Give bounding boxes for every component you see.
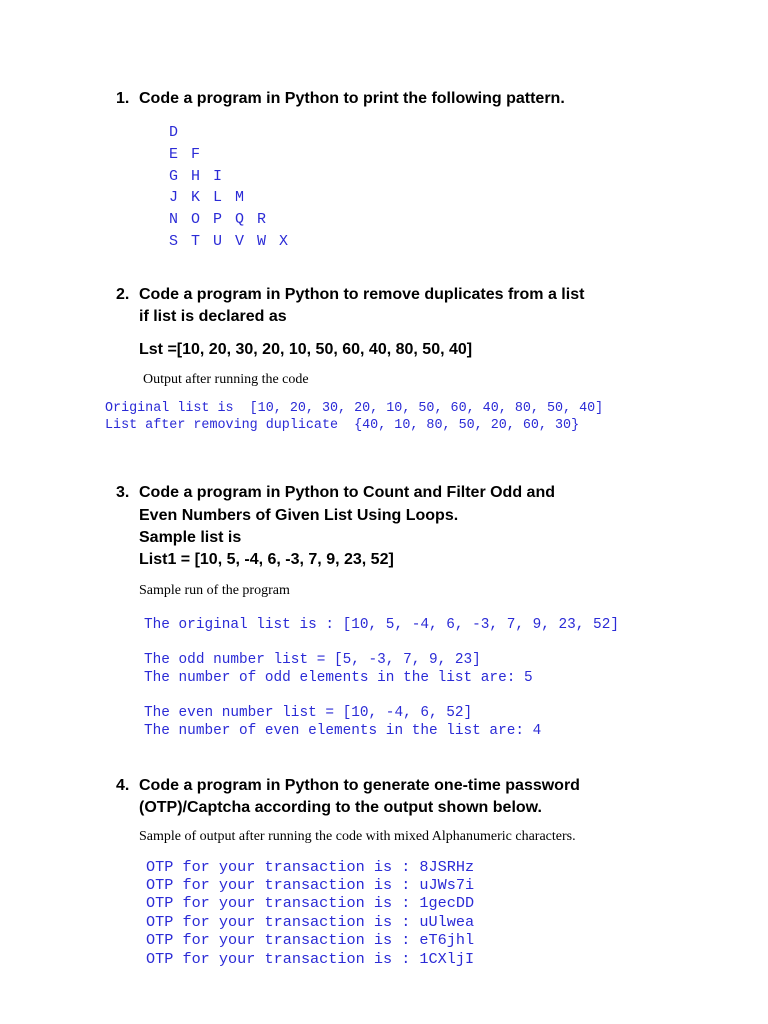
output-caption: Sample run of the program: [139, 583, 290, 598]
output-line: The original list is : [10, 5, -4, 6, -3, 7, 9, 23, 52]: [144, 617, 619, 633]
output-line: OTP for your transaction is : 1gecDD: [146, 894, 475, 912]
list-declaration: Lst =[10, 20, 30, 20, 10, 50, 60, 40, 80, 50, 40]: [139, 341, 473, 358]
output-line: The number of even elements in the list are: 4: [144, 723, 542, 739]
output-caption: Output after running the code: [143, 372, 309, 387]
question-1-text: Code a program in Python to print the following pattern.: [139, 90, 565, 107]
question-3-line-3: Sample list is: [139, 529, 242, 546]
output-line: OTP for your transaction is : 8JSRHz: [146, 858, 475, 876]
pattern-row: E F: [169, 146, 203, 163]
question-3-line-4: List1 = [10, 5, -4, 6, -3, 7, 9, 23, 52]: [139, 551, 394, 568]
question-3-line-2: Even Numbers of Given List Using Loops.: [139, 507, 459, 524]
pattern-row: S T U V W X: [169, 233, 291, 250]
output-line: The odd number list = [5, -3, 7, 9, 23]: [144, 652, 481, 668]
output-line: OTP for your transaction is : 1CXljI: [146, 950, 475, 968]
output-line: OTP for your transaction is : uUlwea: [146, 913, 475, 931]
output-caption: Sample of output after running the code with mixed Alphanumeric characters.: [139, 829, 576, 844]
question-4-line-2: (OTP)/Captcha according to the output shown below.: [139, 799, 542, 816]
question-3-line-1: Code a program in Python to Count and Filter Odd and: [139, 484, 555, 501]
question-4-number: 4.: [116, 777, 130, 794]
question-2-line-1: Code a program in Python to remove duplicates from a list: [139, 286, 585, 303]
output-line: The even number list = [10, -4, 6, 52]: [144, 705, 473, 721]
output-line: List after removing duplicate {40, 10, 80, 50, 20, 60, 30}: [105, 418, 580, 433]
output-line: OTP for your transaction is : eT6jhl: [146, 931, 475, 949]
pattern-row: D: [169, 124, 181, 141]
output-line: Original list is [10, 20, 30, 20, 10, 50, 60, 40, 80, 50, 40]: [105, 401, 604, 416]
pattern-row: J K L M: [169, 189, 247, 206]
output-line: The number of odd elements in the list are: 5: [144, 670, 533, 686]
question-3-number: 3.: [116, 484, 130, 501]
question-2-number: 2.: [116, 286, 130, 303]
pattern-row: N O P Q R: [169, 211, 269, 228]
output-line: OTP for your transaction is : uJWs7i: [146, 876, 475, 894]
question-2-line-2: if list is declared as: [139, 308, 287, 325]
question-1-number: 1.: [116, 90, 130, 107]
question-4-line-1: Code a program in Python to generate one-time password: [139, 777, 580, 794]
pattern-row: G H I: [169, 168, 225, 185]
